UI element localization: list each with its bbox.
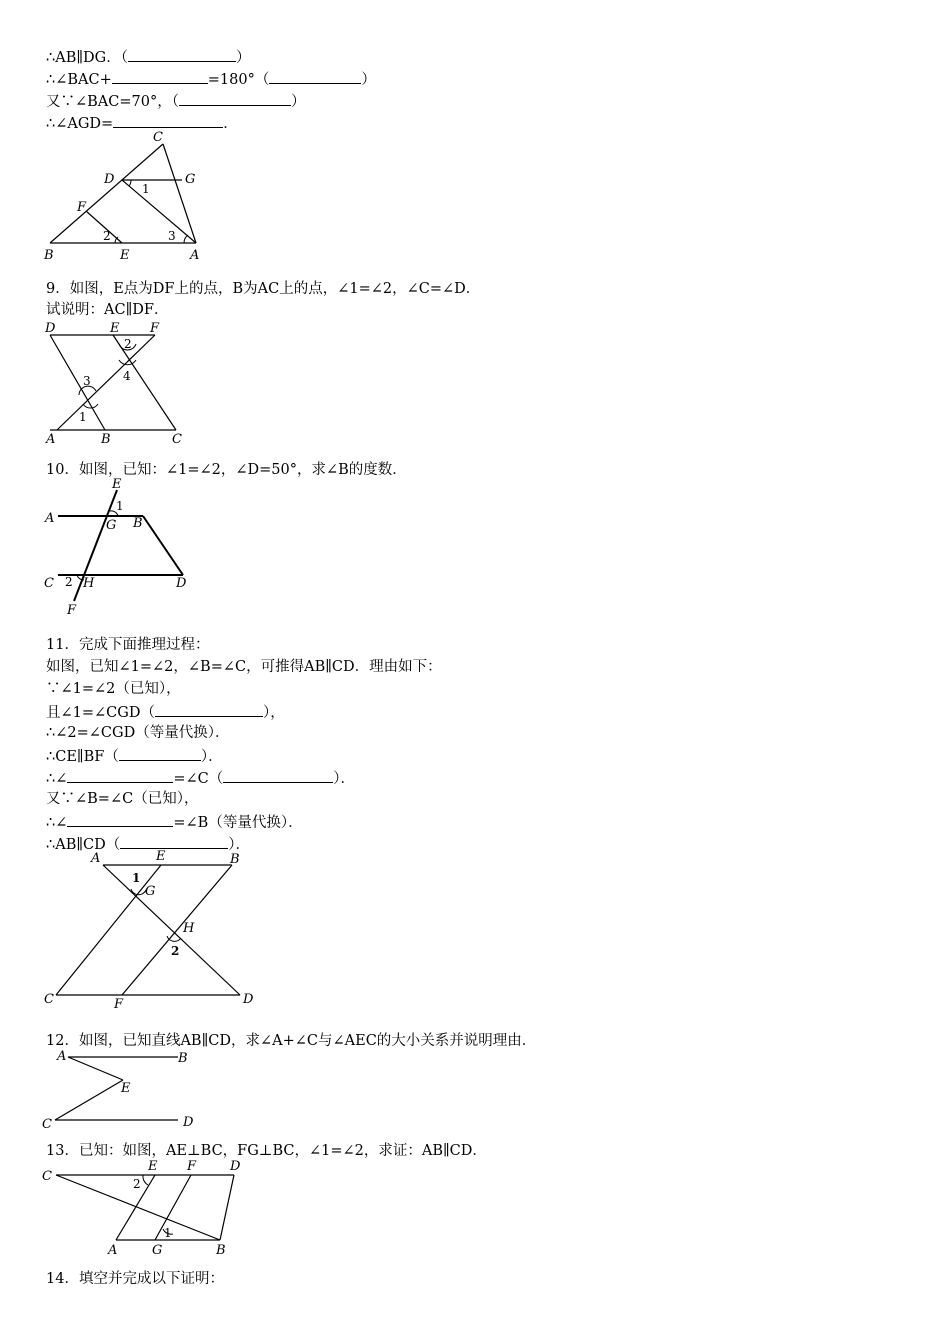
problem-12-text: 12．如图，已知直线AB∥CD，求∠A+∠C与∠AEC的大小关系并说明理由． [46,1033,537,1049]
label-C: C [44,576,54,591]
label-E: E [156,849,166,864]
label-F: F [77,200,87,215]
label-2: 2 [65,575,73,589]
label-F: F [114,997,124,1012]
label-1: 1 [116,499,124,513]
label-A: A [190,248,200,263]
proof-line: 且∠1=∠CGD（ ）， [46,702,285,722]
proof-line: ∴∠2=∠CGD（等量代换）． [46,725,230,741]
label-1: 1 [132,871,141,885]
label-D: D [243,992,254,1007]
proof-line: ∴∠BAC+ =180°（ ） [46,69,376,89]
label-3: 3 [83,374,91,388]
label-E: E [120,248,130,263]
label-G: G [106,518,117,533]
label-A: A [91,851,101,866]
label-A: A [108,1243,118,1258]
label-D: D [230,1159,241,1174]
label-E: E [110,321,120,336]
proof-line: 又∵∠B=∠C（已知）， [46,791,199,807]
label-G: G [145,884,156,899]
proof-line: ∴∠ =∠B（等量代换）． [46,812,303,832]
label-G: G [152,1243,163,1258]
label-C: C [44,992,54,1007]
label-D: D [45,321,56,336]
proof-line: 又∵∠BAC=70°，（ ） [46,91,305,111]
problem-13-text: 13．已知：如图，AE⊥BC，FG⊥BC，∠1=∠2，求证：AB∥CD． [46,1143,487,1159]
problem-9-task: 试说明：AC∥DF． [46,302,169,318]
proof-line: ∵∠1=∠2（已知）， [46,681,181,697]
proof-line: ∴∠AGD= ． [46,113,238,133]
problem-10-text: 10．如图，已知：∠1=∠2，∠D=50°，求∠B的度数． [46,462,407,478]
label-2: 2 [133,1177,141,1191]
problem-11-title: 11．完成下面推理过程： [46,637,210,653]
label-D: D [176,576,187,591]
label-F: F [187,1159,197,1174]
label-C: C [42,1169,52,1184]
label-B: B [178,1051,188,1066]
label-E: E [121,1081,131,1096]
label-E: E [112,477,122,492]
label-2: 2 [124,337,132,351]
label-1: 1 [164,1226,172,1240]
label-D: D [183,1115,194,1130]
label-C: C [153,130,163,145]
proof-line: ∴∠ =∠C（ ）． [46,768,355,788]
label-F: F [67,603,77,618]
label-D: D [104,172,115,187]
label-E: E [148,1159,158,1174]
label-C: C [172,432,182,447]
label-3: 3 [168,229,176,243]
problem-9-text: 9．如图，E点为DF上的点，B为AC上的点，∠1=∠2，∠C=∠D． [46,281,481,297]
label-H: H [83,576,95,591]
label-B: B [133,516,143,531]
proof-line: ∴AB∥DG．（ ） [46,47,251,67]
label-2: 2 [103,229,111,243]
proof-line: ∴CE∥BF（ ）． [46,746,223,766]
label-F: F [150,321,160,336]
problem-11-text: 如图，已知∠1=∠2，∠B=∠C，可推得AB∥CD．理由如下： [46,659,442,675]
label-B: B [44,248,54,263]
label-1: 1 [79,410,87,424]
label-A: A [46,432,56,447]
label-1: 1 [142,182,150,196]
label-2: 2 [171,944,180,958]
proof-line: ∴AB∥CD（ ）． [46,834,250,854]
label-A: A [57,1049,67,1064]
problem-14-title: 14．填空并完成以下证明： [46,1271,224,1287]
label-H: H [183,921,195,936]
label-A: A [45,511,55,526]
label-B: B [216,1243,226,1258]
label-B: B [101,432,111,447]
label-B: B [230,852,240,867]
label-G: G [185,172,196,187]
label-4: 4 [123,369,131,383]
label-C: C [42,1117,52,1132]
